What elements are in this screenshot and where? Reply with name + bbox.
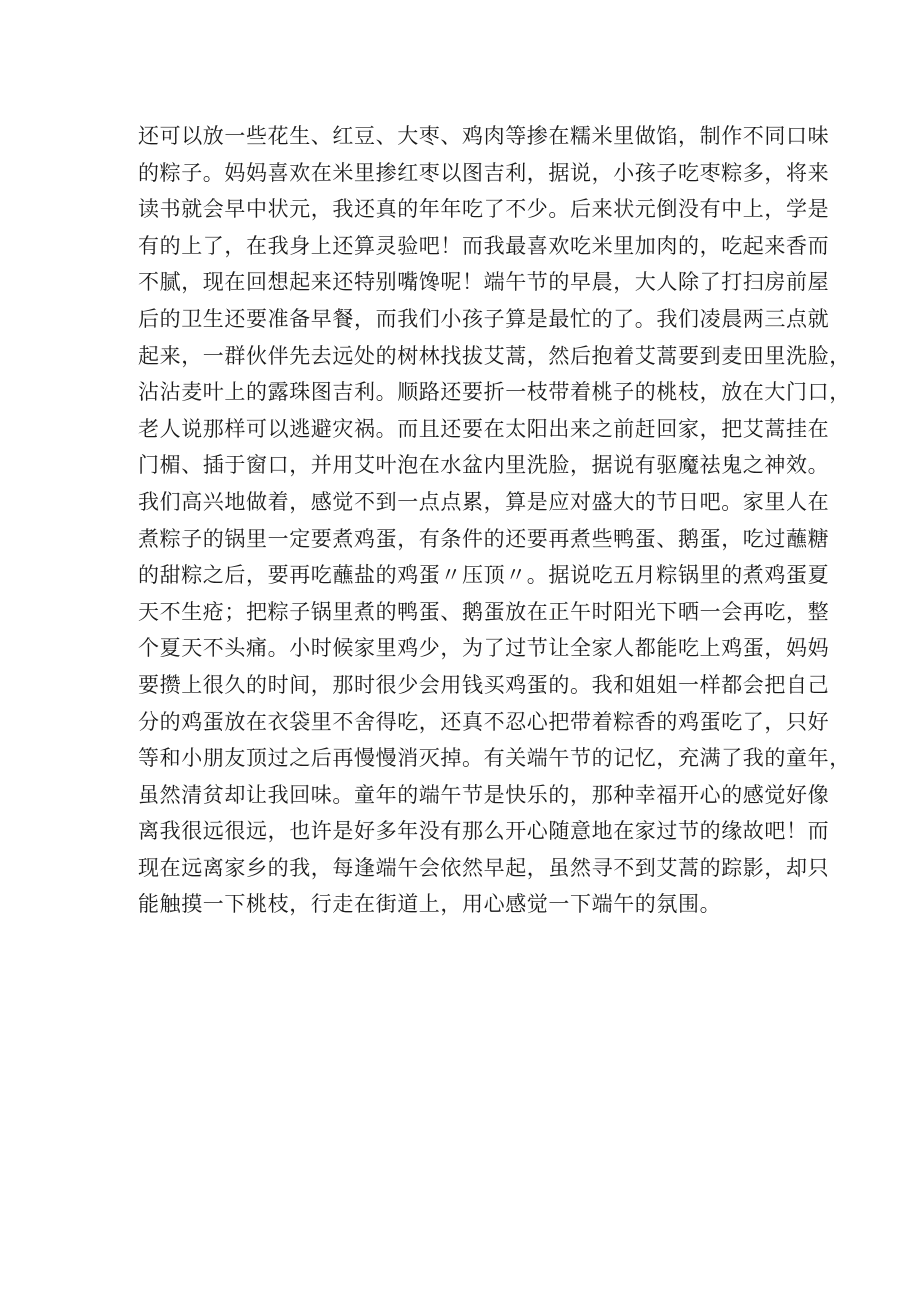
text-line-12: 煮粽子的锅里一定要煮鸡蛋，有条件的还要再煮些鸭蛋、鹅蛋，吃过蘸糖 [138,526,830,551]
text-line-22: 能触摸一下桃枝，行走在街道上，用心感觉一下端午的氛围。 [138,892,722,917]
text-line-15: 个夏天不头痛。小时候家里鸡少，为了过节让全家人都能吃上鸡蛋，妈妈 [138,636,830,661]
text-line-20: 离我很远很远，也许是好多年没有那么开心随意地在家过节的缘故吧！而 [138,819,830,844]
text-line-9: 老人说那样可以逃避灾祸。而且还要在太阳出来之前赶回家，把艾蒿挂在 [138,416,830,441]
text-line-7: 起来，一群伙伴先去远处的树林找拔艾蒿，然后抱着艾蒿要到麦田里洗脸， [138,343,851,368]
text-line-17: 分的鸡蛋放在衣袋里不舍得吃，还真不忍心把带着粽香的鸡蛋吃了，只好 [138,709,830,734]
text-line-10: 门楣、插于窗口，并用艾叶泡在水盆内里洗脸，据说有驱魔祛鬼之神效。 [138,453,830,478]
text-line-1: 还可以放一些花生、红豆、大枣、鸡肉等掺在糯米里做馅，制作不同口味 [138,124,830,148]
text-line-8: 沾沾麦叶上的露珠图吉利。顺路还要折一枝带着桃子的桃枝，放在大门口， [138,380,851,405]
text-line-3: 读书就会早中状元，我还真的年年吃了不少。后来状元倒没有中上，学是 [138,197,830,222]
text-line-13: 的甜粽之后，要再吃蘸盐的鸡蛋〃压顶〃。据说吃五月粽锅里的煮鸡蛋夏 [138,563,830,588]
text-line-2: 的粽子。妈妈喜欢在米里掺红枣以图吉利，据说，小孩子吃枣粽多，将来 [138,160,830,185]
text-line-5: 不腻，现在回想起来还特别嘴馋呢！端午节的早晨，大人除了打扫房前屋 [138,270,830,295]
text-line-14: 天不生疮；把粽子锅里煮的鸭蛋、鹅蛋放在正午时阳光下晒一会再吃，整 [138,599,830,624]
text-line-21: 现在远离家乡的我，每逢端午会依然早起，虽然寻不到艾蒿的踪影，却只 [138,855,830,880]
text-line-18: 等和小朋友顶过之后再慢慢消灭掉。有关端午节的记忆，充满了我的童年， [138,746,851,771]
text-line-4: 有的上了，在我身上还算灵验吧！而我最喜欢吃米里加肉的，吃起来香而 [138,233,830,258]
text-line-6: 后的卫生还要准备早餐，而我们小孩子算是最忙的了。我们凌晨两三点就 [138,306,830,331]
text-line-16: 要攒上很久的时间，那时很少会用钱买鸡蛋的。我和姐姐一样都会把自己 [138,672,830,697]
text-line-19: 虽然清贫却让我回味。童年的端午节是快乐的，那种幸福开心的感觉好像 [138,782,830,807]
text-line-11: 我们高兴地做着，感觉不到一点点累，算是应对盛大的节日吧。家里人在 [138,489,830,514]
article-body [138,118,851,923]
